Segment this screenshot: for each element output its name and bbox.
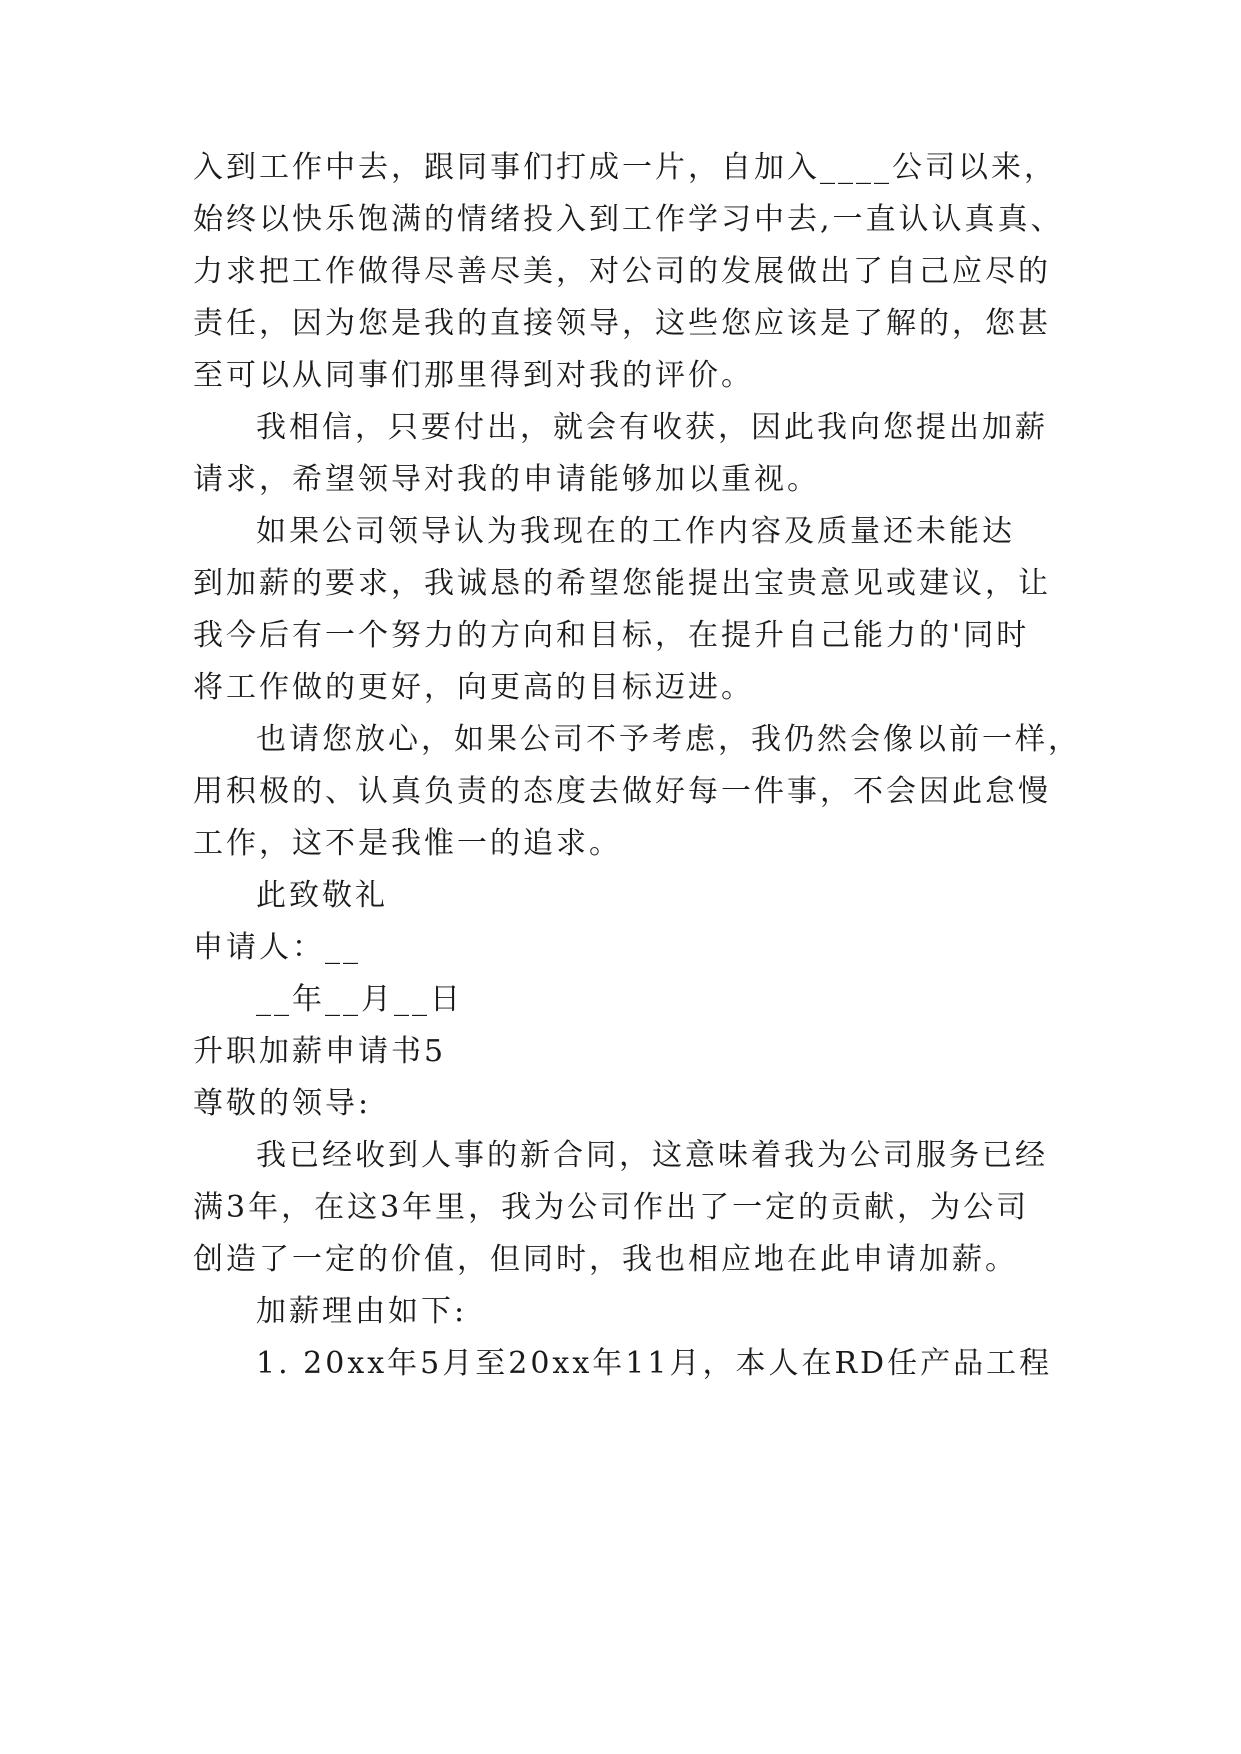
body-line: 至可以从同事们那里得到对我的评价。 [193,358,754,393]
body-line: 我相信，只要付出，就会有收获，因此我向您提出加薪 [256,410,1048,445]
greeting-line: 尊敬的领导: [193,1086,372,1121]
body-line: 入到工作中去，跟同事们打成一片，自加入____公司以来， [193,150,1057,185]
applicant-line: 申请人：__ [193,930,361,965]
body-line: 也请您放心，如果公司不予考虑，我仍然会像以前一样， [256,722,1081,757]
body-line: 到加薪的要求，我诚恳的希望您能提出宝贵意见或建议，让 [193,566,1051,601]
reasons-heading: 加薪理由如下: [256,1294,468,1329]
date-line: __年__月__日 [256,982,463,1017]
closing-salutation: 此致敬礼 [256,878,388,913]
body-line: 责任，因为您是我的直接领导，这些您应该是了解的，您甚 [193,306,1051,341]
body-line: 我今后有一个努力的方向和目标，在提升自己能力的'同时 [193,618,1030,653]
body-line: 满3年，在这3年里，我为公司作出了一定的贡献，为公司 [193,1190,1030,1225]
section-title: 升职加薪申请书5 [193,1034,447,1069]
body-line: 力求把工作做得尽善尽美，对公司的发展做出了自己应尽的 [193,254,1051,289]
body-line: 将工作做的更好，向更高的目标迈进。 [193,670,754,705]
body-line: 我已经收到人事的新合同，这意味着我为公司服务已经 [256,1138,1048,1173]
body-line: 请求，希望领导对我的申请能够加以重视。 [193,462,820,497]
body-line: 创造了一定的价值，但同时，我也相应地在此申请加薪。 [193,1242,1018,1277]
reason-item: 1. 20xx年5月至20xx年11月，本人在RD任产品工程 [256,1346,1053,1381]
body-line: 工作，这不是我惟一的追求。 [193,826,622,861]
body-line: 用积极的、认真负责的态度去做好每一件事，不会因此怠慢 [193,774,1051,809]
body-line: 如果公司领导认为我现在的工作内容及质量还未能达 [256,514,1015,549]
body-line: 始终以快乐饱满的情绪投入到工作学习中去,一直认认真真、 [193,202,1064,237]
